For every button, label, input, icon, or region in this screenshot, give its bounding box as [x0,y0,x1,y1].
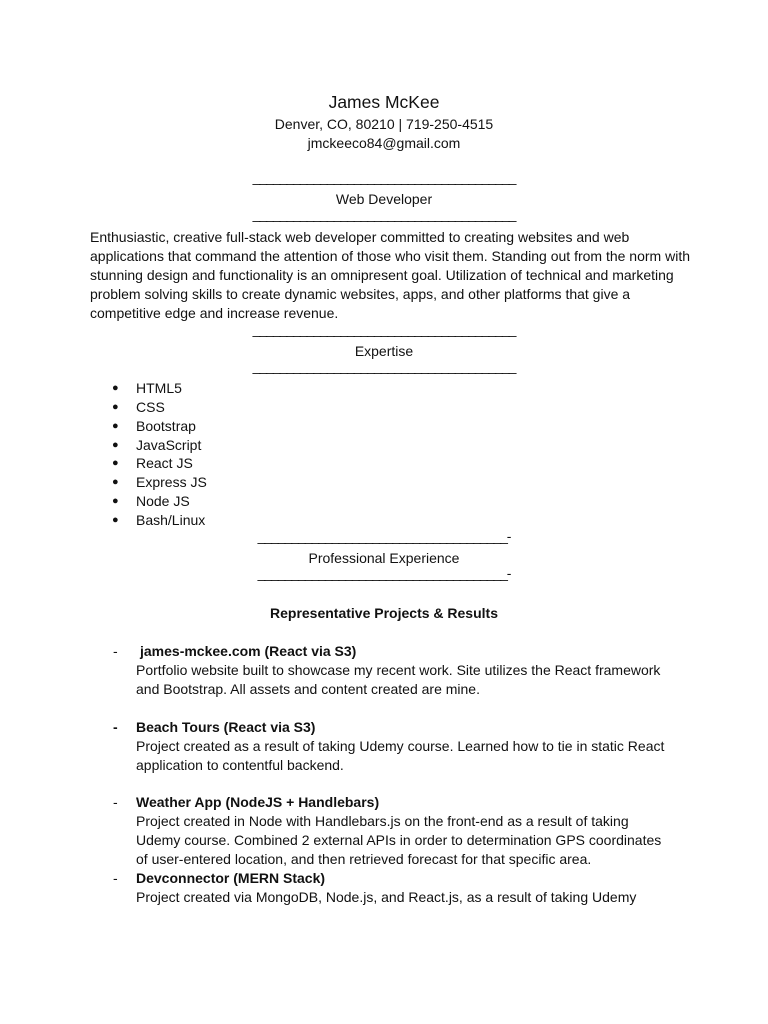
bullet-icon: ● [112,457,119,470]
project-title: Weather App (NodeJS + Handlebars) [136,794,380,810]
list-item [112,379,207,398]
project-entry [113,793,673,869]
section-rule: _______________________________________ [252,358,516,374]
bullet-icon: ● [112,438,119,451]
expertise-item: HTML5 [136,380,182,396]
expertise-item: Node JS [136,493,190,510]
dash-marker: - [113,719,118,735]
expertise-item: Express JS [136,474,207,491]
project-description: Portfolio website built to showcase my recent work. Site utilizes the React framework and Bootstrap. All assets and content created are mine. [136,662,661,697]
project-entry [113,642,673,699]
list-item [112,398,207,417]
dash-marker: - [113,794,118,810]
dash-marker: - [113,870,118,886]
project-description: Project created in Node with Handlebars.js on the front-end as a result of taking Udemy course. Combined 2 external APIs in order to determination GPS coordinates of user-entered location, and then retrieved forecast for that specific area. [136,813,662,867]
list-item [112,436,207,455]
section-rule: _______________________________________ [252,321,516,337]
bullet-icon: ● [112,513,119,526]
project-title: james-mckee.com (React via S3) [140,643,357,659]
expertise-list [112,379,207,530]
section-title-web-developer: Web Developer [335,191,433,207]
project-title: Devconnector (MERN Stack) [136,870,326,886]
project-description: Project created as a result of taking Udemy course. Learned how to tie in static React application to contentful backend. [136,738,665,773]
expertise-item: Bash/Linux [136,511,206,528]
section-title-professional-experience: Professional Experience [308,550,460,566]
bullet-icon: ● [112,419,119,432]
expertise-item: JavaScript [136,436,202,453]
bullet-icon: ● [112,495,119,508]
section-rule: _______________________________________ [252,169,516,185]
bullet-icon: ● [112,382,119,394]
bullet-icon: ● [112,400,119,413]
bullet-icon: ● [112,476,119,489]
list-item [112,511,207,530]
contact-email: jmckeeco84@gmail.com [307,135,461,151]
section-title-expertise: Expertise [354,343,414,359]
list-item [112,492,207,511]
project-title: Beach Tours (React via S3) [136,719,316,735]
summary-paragraph: Enthusiastic, creative full-stack web developer committed to creating websites and web applications that command the attention of those who visit them. Standing out from the norm with stunning design and functionality is an omnipresent goal. Utilization of technical and marketing problem solving skills to create dynamic websites, apps, and other platforms that give a competitive edge and increase revenue. [90,229,690,321]
list-item [112,473,207,492]
dash-marker: - [113,643,118,659]
section-rule: _______________________________________ [252,206,516,222]
section-rule: _____________________________________- [257,565,511,581]
expertise-item: Bootstrap [136,417,196,434]
section-rule: _____________________________________- [257,528,511,544]
project-entry [113,869,673,907]
list-item [112,454,207,473]
contact-location-phone: Denver, CO, 80210 | 719-250-4515 [274,116,494,132]
projects-heading: Representative Projects & Results [270,605,498,621]
expertise-item: CSS [136,398,165,415]
expertise-item: React JS [136,455,193,472]
list-item [112,417,207,436]
project-description: Project created via MongoDB, Node.js, and React.js, as a result of taking Udemy [136,889,637,905]
project-entry [113,718,673,775]
resume-name: James McKee [328,92,440,112]
